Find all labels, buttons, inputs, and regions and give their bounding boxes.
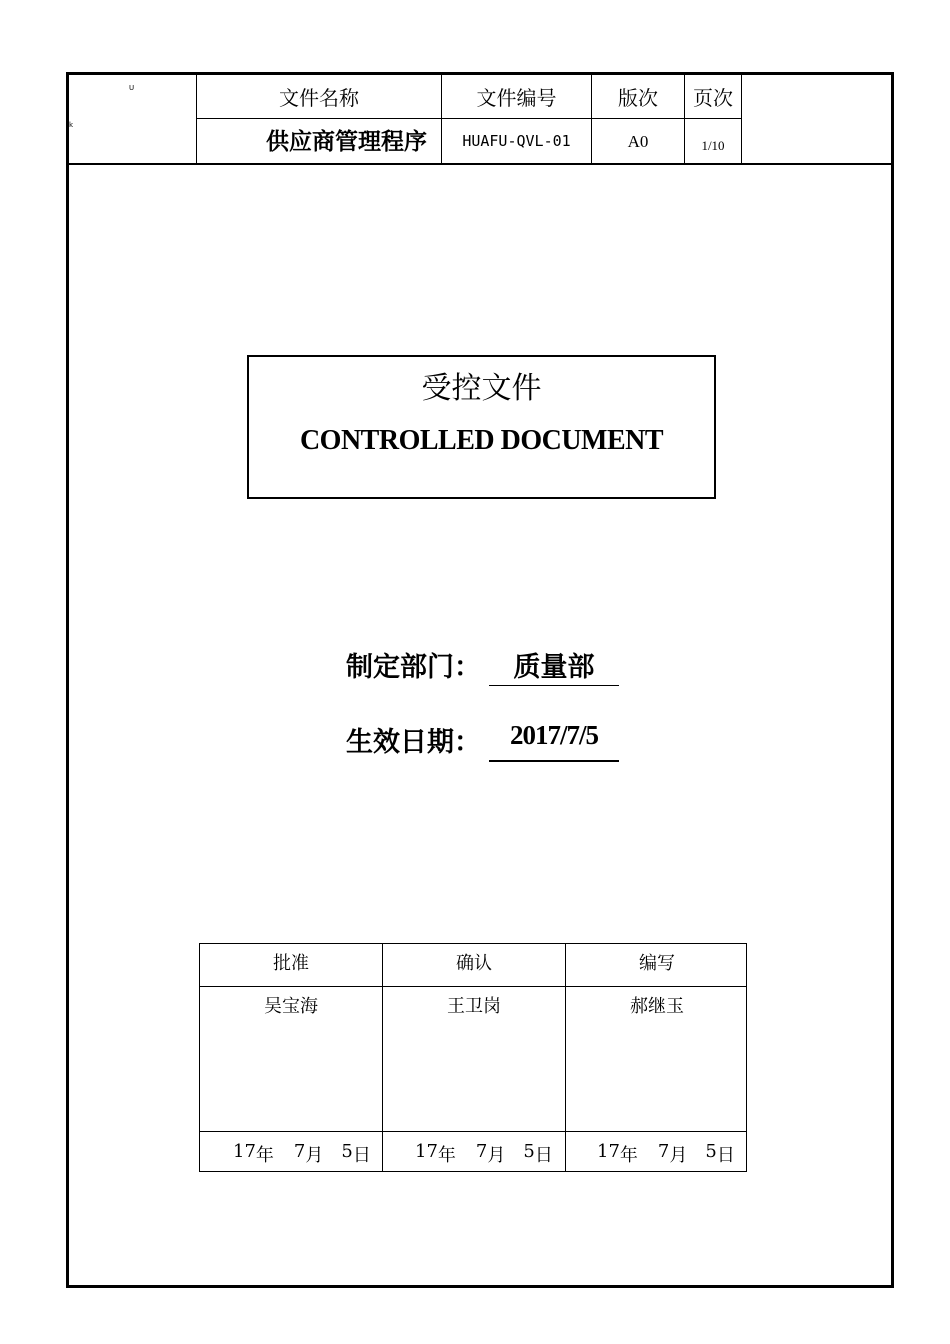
author-name: 郝继玉 [630,996,684,1017]
date-year-unit: 年 [255,1145,274,1166]
effective-date-label: 生效日期： [346,727,481,758]
confirmer-name: 王卫岗 [447,996,501,1017]
signature-divider [565,944,566,1171]
date-day-unit: 日 [352,1145,371,1166]
date-month-unit: 月 [669,1145,688,1166]
confirm-header: 确认 [456,953,492,974]
corner-mark: U [129,84,135,92]
date-month-unit: 月 [305,1145,324,1166]
approve-date [233,1141,371,1167]
corner-mark: k [69,121,74,129]
date-year: 17 [233,1141,256,1162]
date-day-unit: 日 [716,1145,735,1166]
page-label: 页次 [693,86,733,110]
doc-number-label: 文件编号 [476,86,557,110]
author-header: 编写 [639,953,675,974]
date-year: 17 [597,1141,620,1162]
date-year-unit: 年 [619,1145,638,1166]
header-divider [741,72,742,164]
page-value: 1/10 [701,138,725,153]
date-month: 7 [293,1141,306,1162]
department-value: 质量部 [513,652,595,683]
signature-divider [200,1131,746,1132]
controlled-title-cn: 受控文件 [421,371,542,406]
date-day: 5 [341,1141,353,1162]
approver-name: 吴宝海 [264,996,318,1017]
version-value: A0 [627,132,649,151]
author-date [597,1141,735,1167]
department-underline [489,685,619,686]
signature-divider [382,944,383,1171]
signature-table [199,943,747,1172]
date-month-unit: 月 [487,1145,506,1166]
date-month: 7 [475,1141,488,1162]
signature-divider [200,986,746,987]
doc-number-value: HUAFU-QVL-01 [462,132,571,150]
date-day: 5 [705,1141,717,1162]
controlled-title-en: CONTROLLED DOCUMENT [299,425,664,456]
version-label: 版次 [618,86,658,110]
effective-date-underline [489,760,619,762]
header-divider [66,163,891,165]
date-year: 17 [415,1141,438,1162]
date-month: 7 [657,1141,670,1162]
confirm-date [415,1141,553,1167]
effective-date-value: 2017/7/5 [509,720,598,750]
date-day-unit: 日 [534,1145,553,1166]
department-label: 制定部门： [346,652,481,683]
date-day: 5 [523,1141,535,1162]
approve-header: 批准 [273,953,309,974]
date-year-unit: 年 [437,1145,456,1166]
doc-name-label: 文件名称 [279,86,359,110]
controlled-document-stamp [247,355,716,499]
doc-name-value: 供应商管理程序 [266,127,427,155]
